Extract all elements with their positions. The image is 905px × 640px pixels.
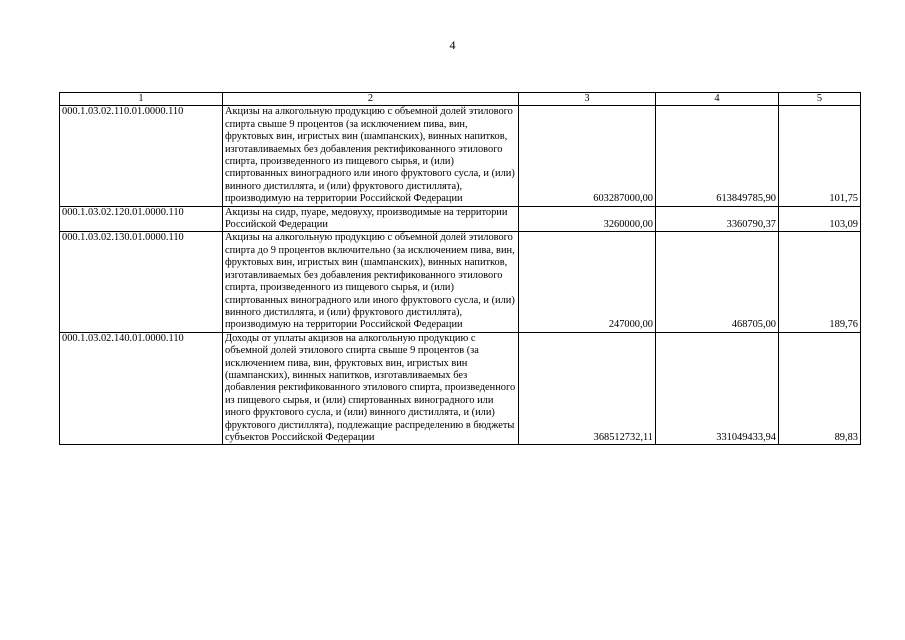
column-header-3: 3	[519, 93, 656, 106]
income-name-cell: Доходы от уплаты акцизов на алкогольную продукцию с объемной долей этилового спирта свыше 9 процентов (за исключением пива, вин, фруктовых вин, игристых вин (шампанских), винных напитков, изготавливаемых без добавления ректификованного этилового спирта, произведенного из пищевого сырья, и (или) спиртованных виноградного или иного фруктового сусла, и (или) винного дистиллята, и (или) фруктового дистиллята), подлежащие распределению в бюджеты субъектов Российской Федерации	[223, 332, 519, 445]
column-4-value-cell: 3360790,37	[656, 206, 779, 232]
income-name-cell: Акцизы на алкогольную продукцию с объемной долей этилового спирта свыше 9 процентов (за исключением пива, вин, фруктовых вин, игристых вин (шампанских), винных напитков, изготавливаемых без добавления ректификованного этилового спирта, произведенного из пищевого сырья, и (или) спиртованных виноградного или иного фруктового сусла, и (или) винного дистиллята, и (или) фруктового дистиллята), производимую на территории Российской Федерации	[223, 106, 519, 206]
page-number: 4	[449, 38, 456, 52]
budget-code-cell: 000.1.03.02.120.01.0000.110	[60, 206, 223, 232]
income-name-cell: Акцизы на алкогольную продукцию с объемной долей этилового спирта до 9 процентов включительно (за исключением пива, вин, фруктовых вин, игристых вин (шампанских), винных напитков, изготавливаемых без добавления ректификованного этилового спирта, произведенного из пищевого сырья, и (или) спиртованных виноградного или иного фруктового сусла, и (или) винного дистиллята, и (или) фруктового дистиллята), производимую на территории Российской Федерации	[223, 232, 519, 332]
table-row	[60, 232, 861, 332]
column-3-value-cell: 247000,00	[519, 232, 656, 332]
revenue-table	[59, 92, 861, 445]
column-4-value-cell: 613849785,90	[656, 106, 779, 206]
table-row	[60, 332, 861, 445]
column-3-value-cell: 368512732,11	[519, 332, 656, 445]
header-row	[60, 93, 861, 106]
budget-code-cell: 000.1.03.02.110.01.0000.110	[60, 106, 223, 206]
budget-code-cell: 000.1.03.02.140.01.0000.110	[60, 332, 223, 445]
column-header-4: 4	[656, 93, 779, 106]
column-5-value-cell: 103,09	[779, 206, 861, 232]
column-header-2: 2	[223, 93, 519, 106]
column-5-value-cell: 189,76	[779, 232, 861, 332]
table-row	[60, 106, 861, 206]
column-4-value-cell: 468705,00	[656, 232, 779, 332]
column-header-1: 1	[60, 93, 223, 106]
column-3-value-cell: 3260000,00	[519, 206, 656, 232]
income-name-cell: Акцизы на сидр, пуаре, медовуху, производимые на территории Российской Федерации	[223, 206, 519, 232]
column-header-5: 5	[779, 93, 861, 106]
column-3-value-cell: 603287000,00	[519, 106, 656, 206]
column-5-value-cell: 101,75	[779, 106, 861, 206]
budget-code-cell: 000.1.03.02.130.01.0000.110	[60, 232, 223, 332]
column-5-value-cell: 89,83	[779, 332, 861, 445]
table-row	[60, 206, 861, 232]
column-4-value-cell: 331049433,94	[656, 332, 779, 445]
